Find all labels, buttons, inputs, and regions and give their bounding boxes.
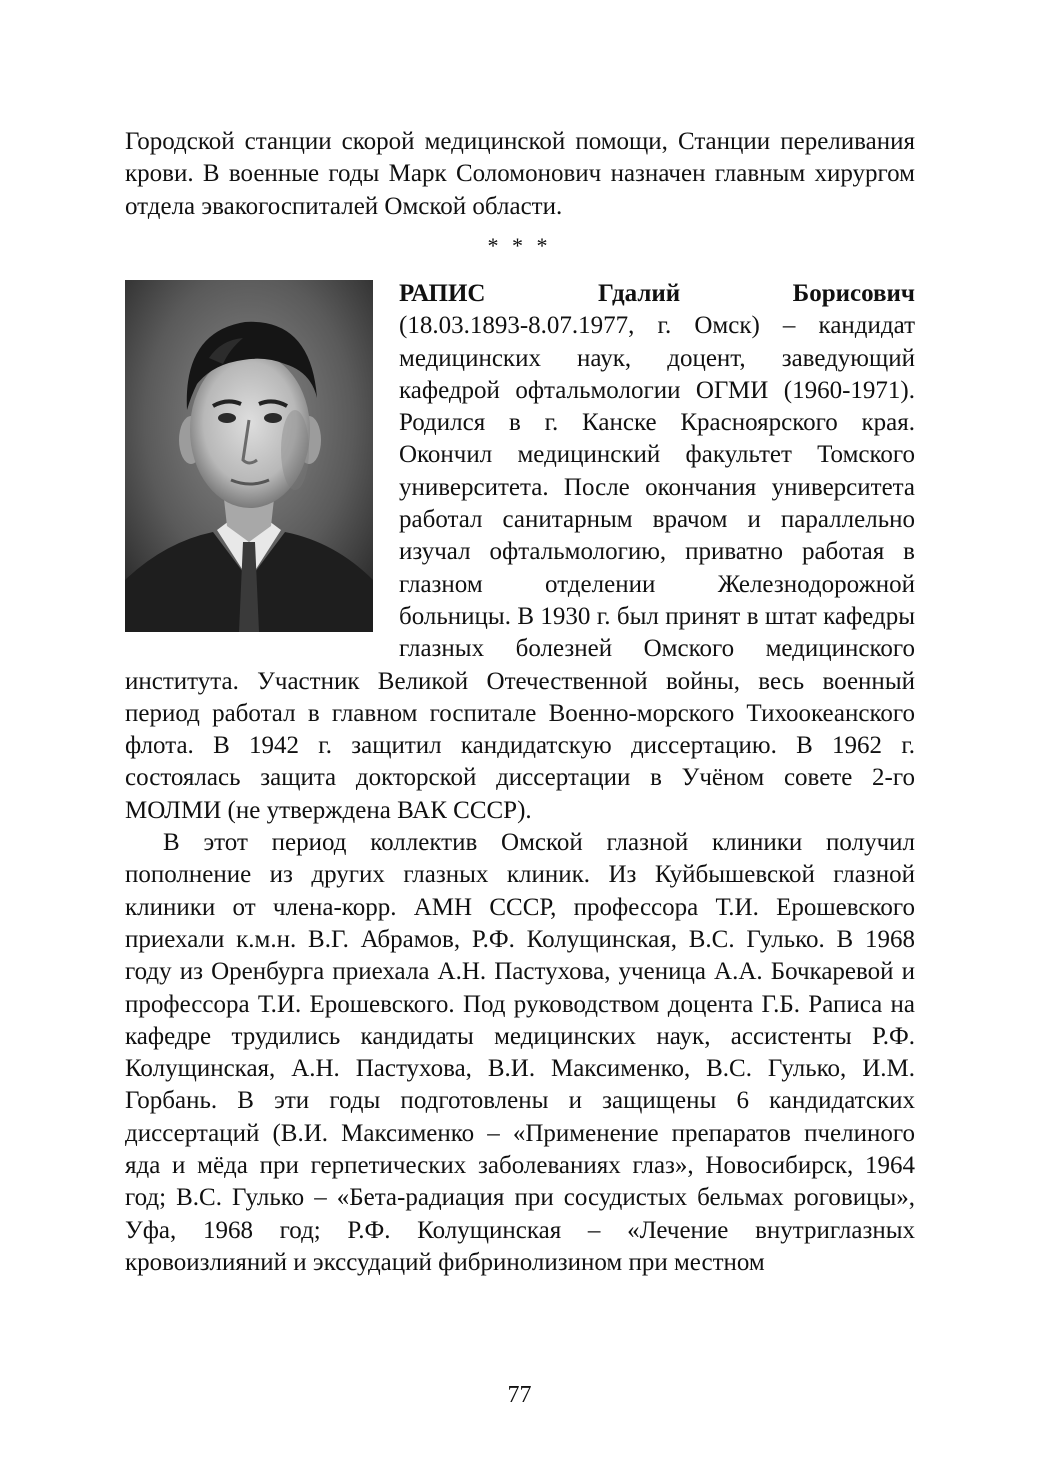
paragraph-collective: В этот период коллектив Омской глазной клиники получил пополнение из других глазных клиник. Из Куйбышевской глазной клиники от члена-корр. АМН СССР, профессора Т.И. Ерошевского приехали к.м.н. В.Г. Абрамов, Р.Ф. Колущинская, В.С. Гулько. В 1968 году из Оренбурга приехала А.Н. Пастухова, ученица А.А. Бочкаревой и профессора Т.И. Ерошевского. Под руководством доцента Г.Б. Раписа на кафедре трудились кандидаты медицинских наук, ассистенты Р.Ф. Колущинская, А.Н. Пастухова, В.И. Максименко, В.С. Гулько, И.М. Горбань. В эти годы подготовлены и защищены 6 кандидатских диссертаций (В.И. Максименко – «Применение препаратов пчелиного яда и мёда при герпетических заболеваниях глаз», Новосибирск, 1964 год; В.С. Гулько – «Бета-радиация при сосудистых бельмах роговицы», Уфа, 1968 год; Р.Ф. Колущинская – «Лечение внутриглазных кровоизлияний и экссудаций фибринолизином при местном [125,829,915,1276]
portrait-photo [125,280,373,632]
biography-text: (18.03.1893-8.07.1977, г. Омск) – кандидат медицинских наук, доцент, заведующий кафедрой офтальмологии ОГМИ (1960-1971). Родился в г. Канске Красноярского края. Окончил медицинский факультет Томского университета. После окончания университета работал санитарным врачом и параллельно изучал офтальмологию, приватно работая в глазном отделении Железнодорожной больницы. В 1930 г. был принят в штат кафедры глазных болезней Омского медицинского института. Участник Великой Отечественной войны, весь военный период работал в главном госпитале Военно-морского Тихоокеанского флота. В 1942 г. защитил кандидатскую диссертацию. В 1962 г. состоялась защита докторской диссертации в Учёном совете 2-го МОЛМИ (не утверждена ВАК СССР). [125,312,915,824]
intro-paragraph: Городской станции скорой медицинской помощи, Станции переливания крови. В военные годы Марк Соломонович назначен главным хирургом отдела эвакогоспиталей Омской области. [125,128,915,220]
person-name: РАПИС Гдалий Борисович [399,280,915,307]
biography-section [125,278,915,1279]
section-separator: * * * [487,233,552,258]
page-number: 77 [507,1382,532,1408]
